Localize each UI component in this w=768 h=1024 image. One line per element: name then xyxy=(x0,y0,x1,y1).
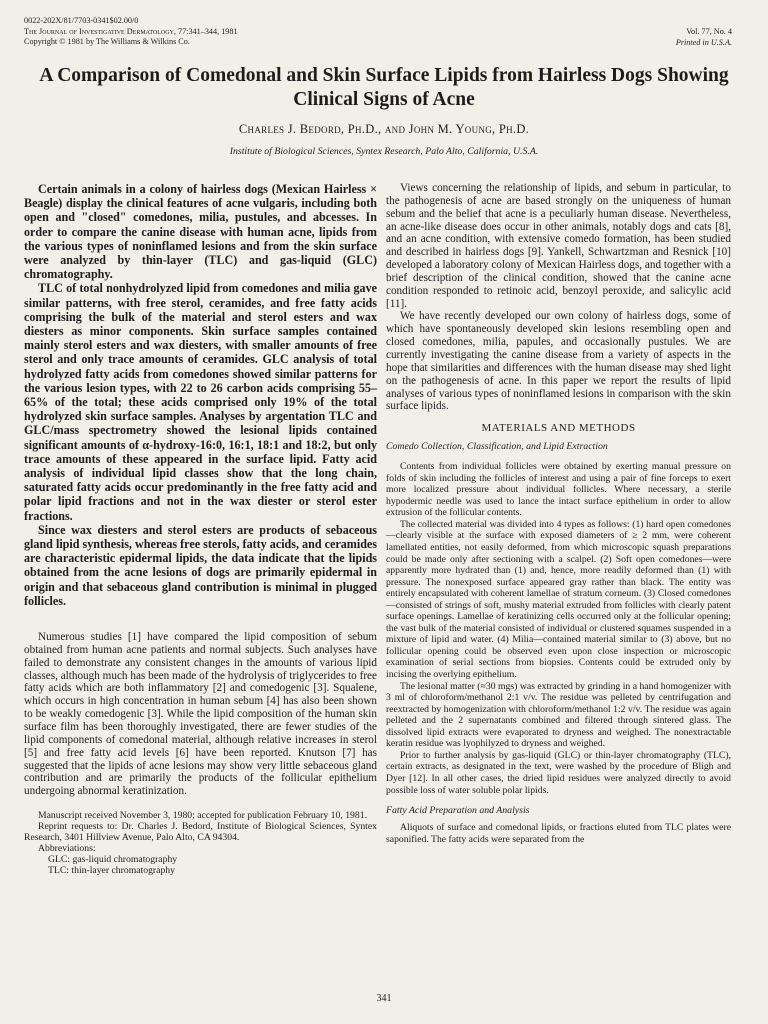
abbreviation-glc: GLC: gas-liquid chromatography xyxy=(48,854,178,866)
subsection-heading: Comedo Collection, Classification, and Lipid Extraction xyxy=(386,441,608,453)
reprint-note: Reprint requests to: Dr. Charles J. Bedord, Institute of Biological Sciences, Syntex Research, 3401 Hillview Avenue, Palo Alto, CA 94304. xyxy=(24,821,377,844)
methods-paragraph: The collected material was divided into 4 types as follows: (1) hard open comedones—clearly visible at the surface with exposed diameters of ≥ 2 mm, were coherent lamellated entities, not easily deformed, from which microscopic squash preparations could be made only after sectioning with a scalpel. (2) Soft open comedones—were apparently more hydrated than (1) and, hence, more readily deformed than (1) with pressure. The nonexposed surface appeared gray rather than black. The entity was entirely encapsulated with coherent lamellae of stratum corneum. (3) Closed comedones—consisted of strings of soft, mushy material extruded from follicles with clearly patent surface openings. Lamellae of keratinizing cells occurred only at the follicular opening; the vast bulk of the material consisted of individual or clustered squames suspended in a mixture of lipid and water. (4) Milia—contained material similar to (3) above, but no follicular opening could be observed even upon close inspection or microscopic examination of serial sections from biopsies. Contents could be extruded only by incising the overlying epithelium. xyxy=(386,518,731,681)
methods-paragraph: The lesional matter (≈30 mgs) was extracted by grinding in a hand homogenizer with 3 ml of chloroform/methanol 2:1 v/v. The residue was pelleted by centrifugation and reextracted by homogenization with chloroform/methanol 1:2 v/v. The residue was again pelleted and the 2 supernatants combined and filtered through sintered glass. The dissolved lipid extracts were evaporated to dryness and weighed. The nonextractable keratin residue was lyophilyzed to dryness and weighed. xyxy=(386,680,731,750)
methods-paragraph: Aliquots of surface and comedonal lipids, or fractions eluted from TLC plates were saponified. The fatty acids were separated from the xyxy=(386,822,731,845)
left-column xyxy=(24,182,377,876)
body-paragraph: We have recently developed our own colony of hairless dogs, some of which have spontaneously developed skin lesions resembling open and closed comedones, milia, papules, and occasionally pustules. We are currently investigating the canine disease from a variety of aspects in the hope that similarities and differences with the human disease may shed light on the pathogenesis of acne. In this paper we report the results of lipid analyses of various types of noninflamed lesions in comparison with the skin surface lipids. xyxy=(386,310,731,413)
copyright-line: Copyright © 1981 by The Williams & Wilkins Co. xyxy=(24,37,190,46)
printed-line: Printed in U.S.A. xyxy=(675,37,732,47)
introduction-left xyxy=(24,631,377,798)
journal-citation: The Journal of Investigative Dermatology, 77:341–344, 1981 xyxy=(24,26,238,36)
methods-paragraph: Contents from individual follicles were obtained by exerting manual pressure on folds of skin including the follicles of interest and using a pair of fine forceps to exert more localized pressure about individual follicles. Where necessary, a sterile hypodermic needle was used to lance the intact surface epithelium in order to allow extrusion of the follicular contents. xyxy=(386,461,731,519)
volume-line: Vol. 77, No. 4 xyxy=(686,27,732,36)
running-header-left xyxy=(24,16,238,48)
body-paragraph: Views concerning the relationship of lipids, and sebum in particular, to the pathogenesis of acne are based strongly on the uniqueness of human sebum and the belief that acne is a peculiarly human disease. Nevertheless, an acne-like disease does occur in other animals, notably dogs and cats [8], and an acne condition, with extensive comedo formation, has been studied and described in hairless dogs [9]. Yankell, Schwartzman and Resnick [10] developed a laboratory colony of Mexican Hairless dogs, and together with a brief description of the clinical condition, showed that the canine acne condition responded to retinoic acid, benzoyl peroxide, and salicylic acid [11]. xyxy=(386,182,731,310)
methods-text xyxy=(386,461,731,796)
author-line: Charles J. Bedord, Ph.D., and John M. Young, Ph.D. xyxy=(238,122,530,136)
right-column xyxy=(386,182,731,845)
introduction-right xyxy=(386,182,731,413)
methods-paragraph: Prior to further analysis by gas-liquid (GLC) or thin-layer chromatography (TLC), certain extracts, as designated in the text, were washed by the procedure of Bligh and Dyer [12]. In all other cases, the dried lipid residues were analyzed directly to avoid possible loss of water soluble polar lipids. xyxy=(386,749,731,796)
body-paragraph: Numerous studies [1] have compared the lipid composition of sebum obtained from human acne patients and normal subjects. Such analyses have failed to demonstrate any consistent changes in the amounts of various lipid classes, although much has been made of the hydrolysis of triglycerides to free fatty acids which are both inflammatory [2] and comedogenic [3]. Squalene, which occurs in high concentration in human sebum [4] has also been shown to be weakly comedogenic [3]. While the lipid composition of the human skin surface film has been thoroughly investigated, there are fewer studies of the lipid components of comedonal material, although relative increases in sterol [5] and free fatty acid levels [6] have been reported. Knutson [7] has suggested that the lipids of acne lesions may show very little sebaceous gland contribution and are primarily the products of the follicular epithelium undergoing abnormal keratinization. xyxy=(24,631,377,798)
page-number: 341 xyxy=(376,993,392,1004)
running-header-right xyxy=(676,27,732,48)
subsection-heading: Fatty Acid Preparation and Analysis xyxy=(386,805,530,817)
footnotes xyxy=(24,810,377,876)
section-heading: MATERIALS AND METHODS xyxy=(481,422,636,435)
affiliation-line: Institute of Biological Sciences, Syntex Research, Palo Alto, California, U.S.A. xyxy=(229,146,539,157)
abbreviations-heading: Abbreviations: xyxy=(38,843,96,855)
abstract xyxy=(24,182,377,608)
article-code: 0022-202X/81/7703-0341$02.00/0 xyxy=(24,16,139,25)
abstract-paragraph: Since wax diesters and sterol esters are products of sebaceous gland lipid synthesis, whereas free sterols, fatty acids, and ceramides are characteristic epidermal lipids, the data indicate that the lipids obtained from the acne lesions of dogs are primarily epidermal in origin and that sebaceous gland contribution is minimal in plugged follicles. xyxy=(24,522,377,608)
received-note: Manuscript received November 3, 1980; accepted for publication February 10, 1981. xyxy=(38,810,368,822)
methods-text-2 xyxy=(386,822,731,845)
article-title: A Comparison of Comedonal and Skin Surface Lipids from Hairless Dogs Showing Clinical Signs of Acne xyxy=(39,65,729,110)
abbreviation-tlc: TLC: thin-layer chromatography xyxy=(48,865,175,877)
abstract-paragraph: TLC of total nonhydrolyzed lipid from comedones and milia gave similar patterns, with free sterol, ceramides, and free fatty acids comprising the bulk of the material and sterol esters and wax diesters as minor components. Skin surface samples contained mainly sterol esters and wax diesters, with smaller amounts of free sterol and only trace amounts of ceramides. GLC analysis of total hydrolyzed fatty acids from comedones showed similar patterns for the various lesion types, with 22 to 26 carbon acids comprising 55–65% of the total; these acids comprised only 19% of the total hydrolyzed skin surface samples. Analyses by argentation TLC and GLC/mass spectrometry showed the lesional lipids contained significant amounts of α-hydroxy-16:0, 16:1, 18:1 and 18:2, but only trace amounts of these appeared in the surface lipid. Fatty acid analysis of individual lipid classes show that the long chain, saturated fatty acids occur predominantly in the free fatty acid and polar lipid fractions and not in the wax diester or sterol ester fractions. xyxy=(24,281,377,523)
abstract-paragraph: Certain animals in a colony of hairless dogs (Mexican Hairless × Beagle) display the clinical features of acne vulgaris, including both open and "closed" comedones, milia, pustules, and abcesses. In order to compare the canine disease with human acne, lipids from the various types of noninflamed lesions and from the skin surface were analyzed by thin-layer (TLC) and gas-liquid (GLC) chromatography. xyxy=(24,182,377,282)
